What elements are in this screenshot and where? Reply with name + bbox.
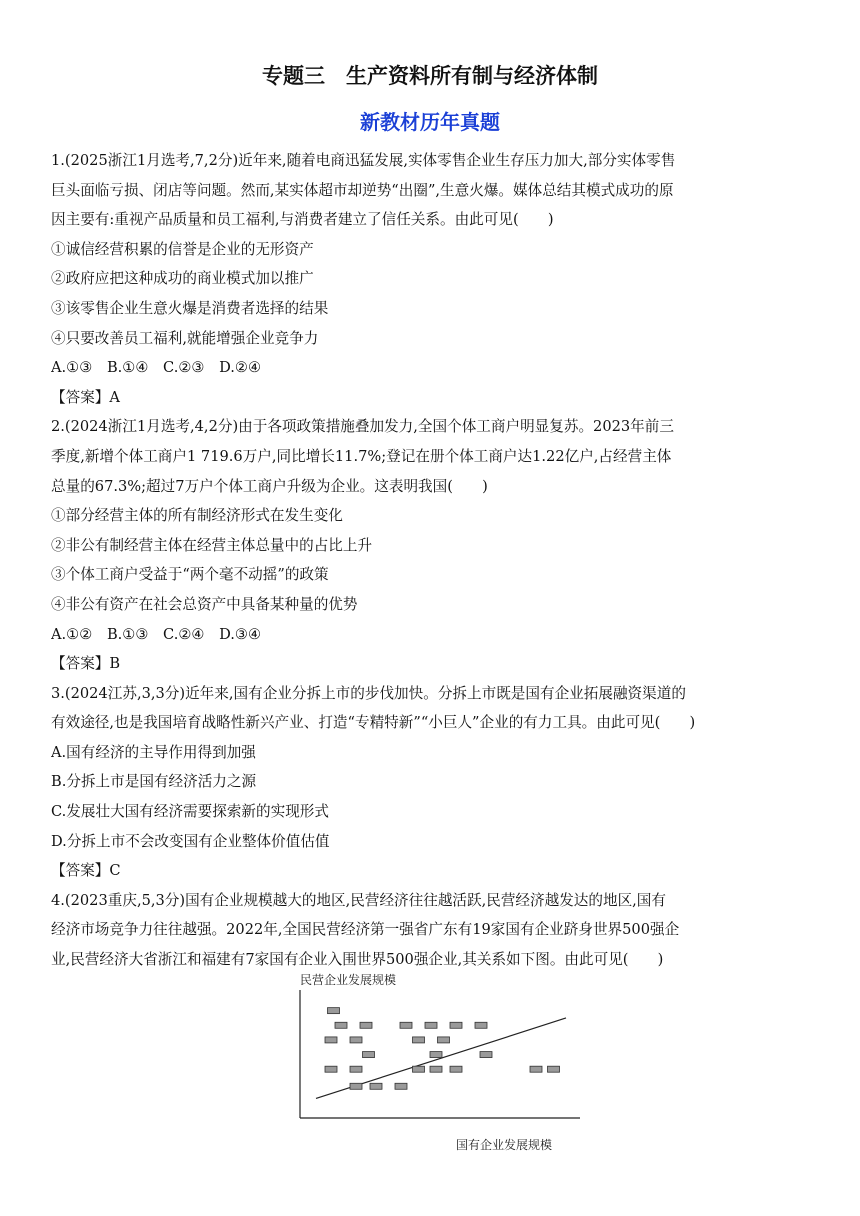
chart-marks (300, 990, 580, 1118)
data-point (475, 1022, 487, 1028)
y-axis-label: 民营企业发展规模 (300, 973, 397, 987)
data-point (328, 1008, 340, 1014)
question-text-line: 巨头面临亏损、闭店等问题。然而,某实体超市却逆势“出圈”,生意火爆。媒体总结其模式成功的原 (51, 181, 674, 199)
data-point (395, 1083, 407, 1089)
statement-option: ②非公有制经营主体在经营主体总量中的占比上升 (51, 536, 373, 554)
question-text-line: 经济市场竞争力往往越强。2022年,全国民营经济第一强省广东有19家国有企业跻身世界500强企 (51, 921, 680, 939)
data-point (325, 1037, 337, 1043)
question-list (51, 146, 813, 975)
question-text-line: 1.(2025浙江1月选考,7,2分)近年来,随着电商迅猛发展,实体零售企业生存压力加大,部分实体零售 (51, 152, 676, 169)
page-title: 专题三 生产资料所有制与经济体制 (262, 64, 598, 88)
data-point (350, 1037, 362, 1043)
data-point (400, 1022, 412, 1028)
question-text-line: 总量的67.3%;超过7万户个体工商户升级为企业。这表明我国( ) (51, 477, 488, 495)
question-2 (51, 412, 813, 678)
data-point (363, 1052, 375, 1058)
question-text-line: 3.(2024江苏,3,3分)近年来,国有企业分拆上市的步伐加快。分拆上市既是国有企业拓展融资渠道的 (51, 684, 686, 702)
statement-option: ④只要改善员工福利,就能增强企业竞争力 (51, 329, 319, 347)
question-text-line: 4.(2023重庆,5,3分)国有企业规模越大的地区,民营经济往往越活跃,民营经济越发达的地区,国有 (51, 891, 667, 909)
data-point (413, 1037, 425, 1043)
data-point (325, 1066, 337, 1072)
question-1 (51, 146, 813, 412)
choice-options: A.①③ B.①④ C.②③ D.②④ (51, 359, 262, 377)
answer-label: 【答案】B (51, 655, 121, 673)
section-subtitle: 新教材历年真题 (360, 110, 500, 134)
data-point (450, 1066, 462, 1072)
data-point (425, 1022, 437, 1028)
answer-label: 【答案】C (51, 862, 121, 880)
question-text-line: 有效途径,也是我国培育战略性新兴产业、打造“专精特新”“小巨人”企业的有力工具。由此可见( ) (51, 714, 696, 732)
data-point (430, 1066, 442, 1072)
choice-option-d: D.分拆上市不会改变国有企业整体价值估值 (51, 832, 330, 850)
data-point (350, 1083, 362, 1089)
choice-option-a: A.国有经济的主导作用得到加强 (51, 743, 256, 761)
data-point (370, 1083, 382, 1089)
statement-option: ③个体工商户受益于“两个毫不动摇”的政策 (51, 566, 329, 584)
data-point (430, 1052, 442, 1058)
question-text-line: 2.(2024浙江1月选考,4,2分)由于各项政策措施叠加发力,全国个体工商户明显复苏。2023年前三 (51, 418, 674, 436)
data-point (438, 1037, 450, 1043)
scatter-chart-svg (288, 968, 588, 1158)
data-point (360, 1022, 372, 1028)
question-3 (51, 679, 813, 886)
question-text-line: 业,民营经济大省浙江和福建有7家国有企业入围世界500强企业,其关系如下图。由此可见( ) (51, 951, 664, 969)
data-point (335, 1022, 347, 1028)
x-axis-label: 国有企业发展规模 (456, 1138, 553, 1152)
data-point (530, 1066, 542, 1072)
question-text-line: 季度,新增个体工商户1 719.6万户,同比增长11.7%;登记在册个体工商户达1.22亿户,占经营主体 (51, 447, 672, 465)
question-4 (51, 886, 813, 975)
statement-option: ③该零售企业生意火爆是消费者选择的结果 (51, 299, 329, 317)
data-point (350, 1066, 362, 1072)
data-point (413, 1066, 425, 1072)
choice-option-b: B.分拆上市是国有经济活力之源 (51, 773, 257, 791)
choice-option-c: C.发展壮大国有经济需要探索新的实现形式 (51, 803, 329, 821)
data-point (450, 1022, 462, 1028)
choice-options: A.①② B.①③ C.②④ D.③④ (51, 625, 262, 643)
data-point (480, 1052, 492, 1058)
question-text-line: 因主要有:重视产品质量和员工福利,与消费者建立了信任关系。由此可见( ) (51, 211, 554, 229)
answer-label: 【答案】A (51, 388, 120, 406)
statement-option: ①诚信经营积累的信誉是企业的无形资产 (51, 240, 314, 258)
statement-option: ②政府应把这种成功的商业模式加以推广 (51, 270, 314, 288)
scatter-chart (288, 968, 588, 1158)
statement-option: ①部分经营主体的所有制经济形式在发生变化 (51, 507, 343, 525)
statement-option: ④非公有资产在社会总资产中具备某种量的优势 (51, 595, 358, 613)
data-point (548, 1066, 560, 1072)
